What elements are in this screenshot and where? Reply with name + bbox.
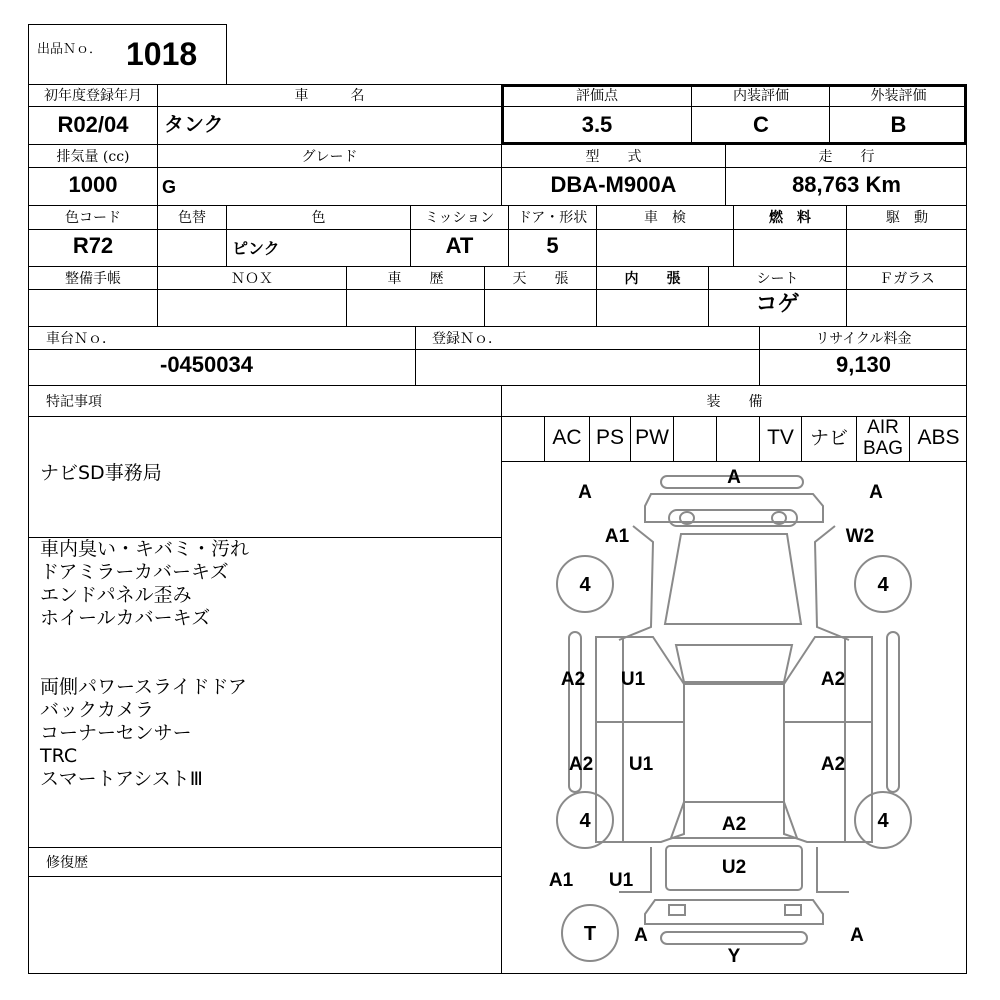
inspection-label: 車 検 [644, 210, 686, 226]
mark-rear-right: A [850, 925, 864, 946]
score-label: 評価点 [576, 88, 618, 104]
equip-abs: ABS [917, 426, 960, 449]
interior-label: 内装評価 [733, 88, 789, 104]
chassis-label: 車台Ｎｏ． [46, 331, 116, 347]
mark-left-rear-door: A2 [568, 754, 594, 775]
color-code-label: 色コード [65, 210, 121, 226]
recycle-value: 9,130 [835, 352, 892, 377]
mark-rear-left: A [634, 925, 648, 946]
remark-line: ホイールカバーキズ [40, 607, 211, 629]
mark-left-rear-door-in: U1 [628, 754, 654, 775]
mark-rear-left-quarter-in: U1 [608, 870, 634, 891]
mark-right-pillar: W2 [845, 526, 875, 547]
color-change-label: 色替 [178, 210, 206, 226]
first-reg-label: 初年度登録年月 [44, 88, 142, 104]
remark-line: スマートアシストⅢ [40, 768, 203, 790]
remark-line: ドアミラーカバーキズ [40, 561, 229, 583]
equipment-label: 装 備 [706, 394, 763, 410]
model-value: DBA-M900A [550, 172, 677, 197]
mission-value: AT [445, 233, 474, 258]
remarks-middle [40, 538, 249, 630]
mark-rear-bumper: Y [727, 946, 741, 967]
remark-line: ナビSD事務局 [40, 462, 162, 484]
car-diagram [501, 462, 967, 974]
drive-label: 駆 動 [886, 210, 928, 226]
car-name-value: タンク [164, 112, 224, 136]
mark-right-rear-door: A2 [820, 754, 846, 775]
mileage-label: 走 行 [818, 149, 875, 165]
equip-airbag: AIR BAG [862, 417, 904, 459]
mark-rear-hatch: U2 [721, 857, 747, 878]
mark-left-pillar: A1 [604, 526, 630, 547]
mileage-value: 88,763 Km [792, 172, 901, 197]
remark-line: 車内臭い・キバミ・汚れ [40, 538, 250, 560]
equip-ps: PS [595, 426, 624, 449]
mark-left-front-door: A2 [560, 669, 586, 690]
color-value: ピンク [232, 239, 280, 258]
door-label: ドア・形状 [517, 210, 588, 226]
equip-pw: PW [635, 426, 669, 449]
fglass-label: Ｆガラス [879, 271, 935, 287]
remarks-top [40, 462, 162, 485]
chassis-value: -0450034 [160, 352, 253, 377]
equip-navi: ナビ [809, 427, 848, 449]
color-label: 色 [311, 210, 326, 226]
exterior-value: B [890, 112, 907, 137]
mission-label: ミッション [424, 210, 495, 226]
remarks-label: 特記事項 [46, 394, 102, 410]
grade-label: グレード [301, 149, 358, 165]
history-label: 車 歴 [387, 271, 444, 287]
remark-line: 両側パワースライドドア [40, 676, 247, 698]
first-reg-value: R02/04 [57, 112, 129, 137]
remark-line: バックカメラ [40, 699, 155, 721]
displacement-label: 排気量 (cc) [56, 149, 130, 165]
repair-label: 修復歴 [46, 855, 88, 871]
mark-front-right: A [869, 482, 883, 503]
color-code-value: R72 [72, 233, 114, 258]
mark-spare: T [583, 923, 597, 945]
remarks-options [40, 676, 247, 791]
remark-line: エンドパネル歪み [40, 584, 192, 606]
equip-tv: TV [767, 426, 794, 449]
grade-value: G [162, 177, 177, 197]
service-book-label: 整備手帳 [65, 271, 121, 287]
exterior-label: 外装評価 [870, 88, 927, 104]
seat-label: シート [756, 271, 799, 287]
lot-number: 1018 [126, 36, 198, 72]
displacement-value: 1000 [68, 172, 118, 197]
remark-line: TRC [40, 745, 78, 767]
door-value: 5 [546, 233, 559, 258]
car-name-label: 車 名 [294, 88, 365, 104]
seat-value: コゲ [755, 292, 800, 317]
mark-front-left: A [578, 482, 592, 503]
score-value: 3.5 [581, 112, 613, 137]
registration-label: 登録Ｎｏ． [432, 331, 502, 347]
lot-label: 出品Ｎｏ． [37, 42, 103, 57]
equip-ac: AC [552, 426, 582, 449]
roof-label: 天 張 [512, 271, 569, 287]
mark-wheel-fl: 4 [579, 574, 591, 596]
mark-right-front-door: A2 [820, 669, 846, 690]
mark-wheel-rr: 4 [877, 810, 889, 832]
model-label: 型 式 [585, 149, 642, 165]
nox-label: ＮＯＸ [231, 271, 273, 287]
mark-wheel-fr: 4 [877, 574, 889, 596]
lot-box [28, 24, 227, 85]
mark-wheel-rl: 4 [579, 810, 591, 832]
remark-line: コーナーセンサー [40, 722, 192, 744]
inner-label: 内 張 [624, 271, 681, 287]
fuel-label: 燃 料 [769, 210, 811, 226]
mark-rear-roof: A2 [721, 814, 747, 835]
recycle-label: リサイクル料金 [815, 331, 912, 347]
mark-front-bumper: A [727, 467, 741, 488]
mark-rear-left-quarter: A1 [548, 870, 574, 891]
mark-left-front-door-in: U1 [620, 669, 646, 690]
interior-value: C [753, 112, 769, 137]
